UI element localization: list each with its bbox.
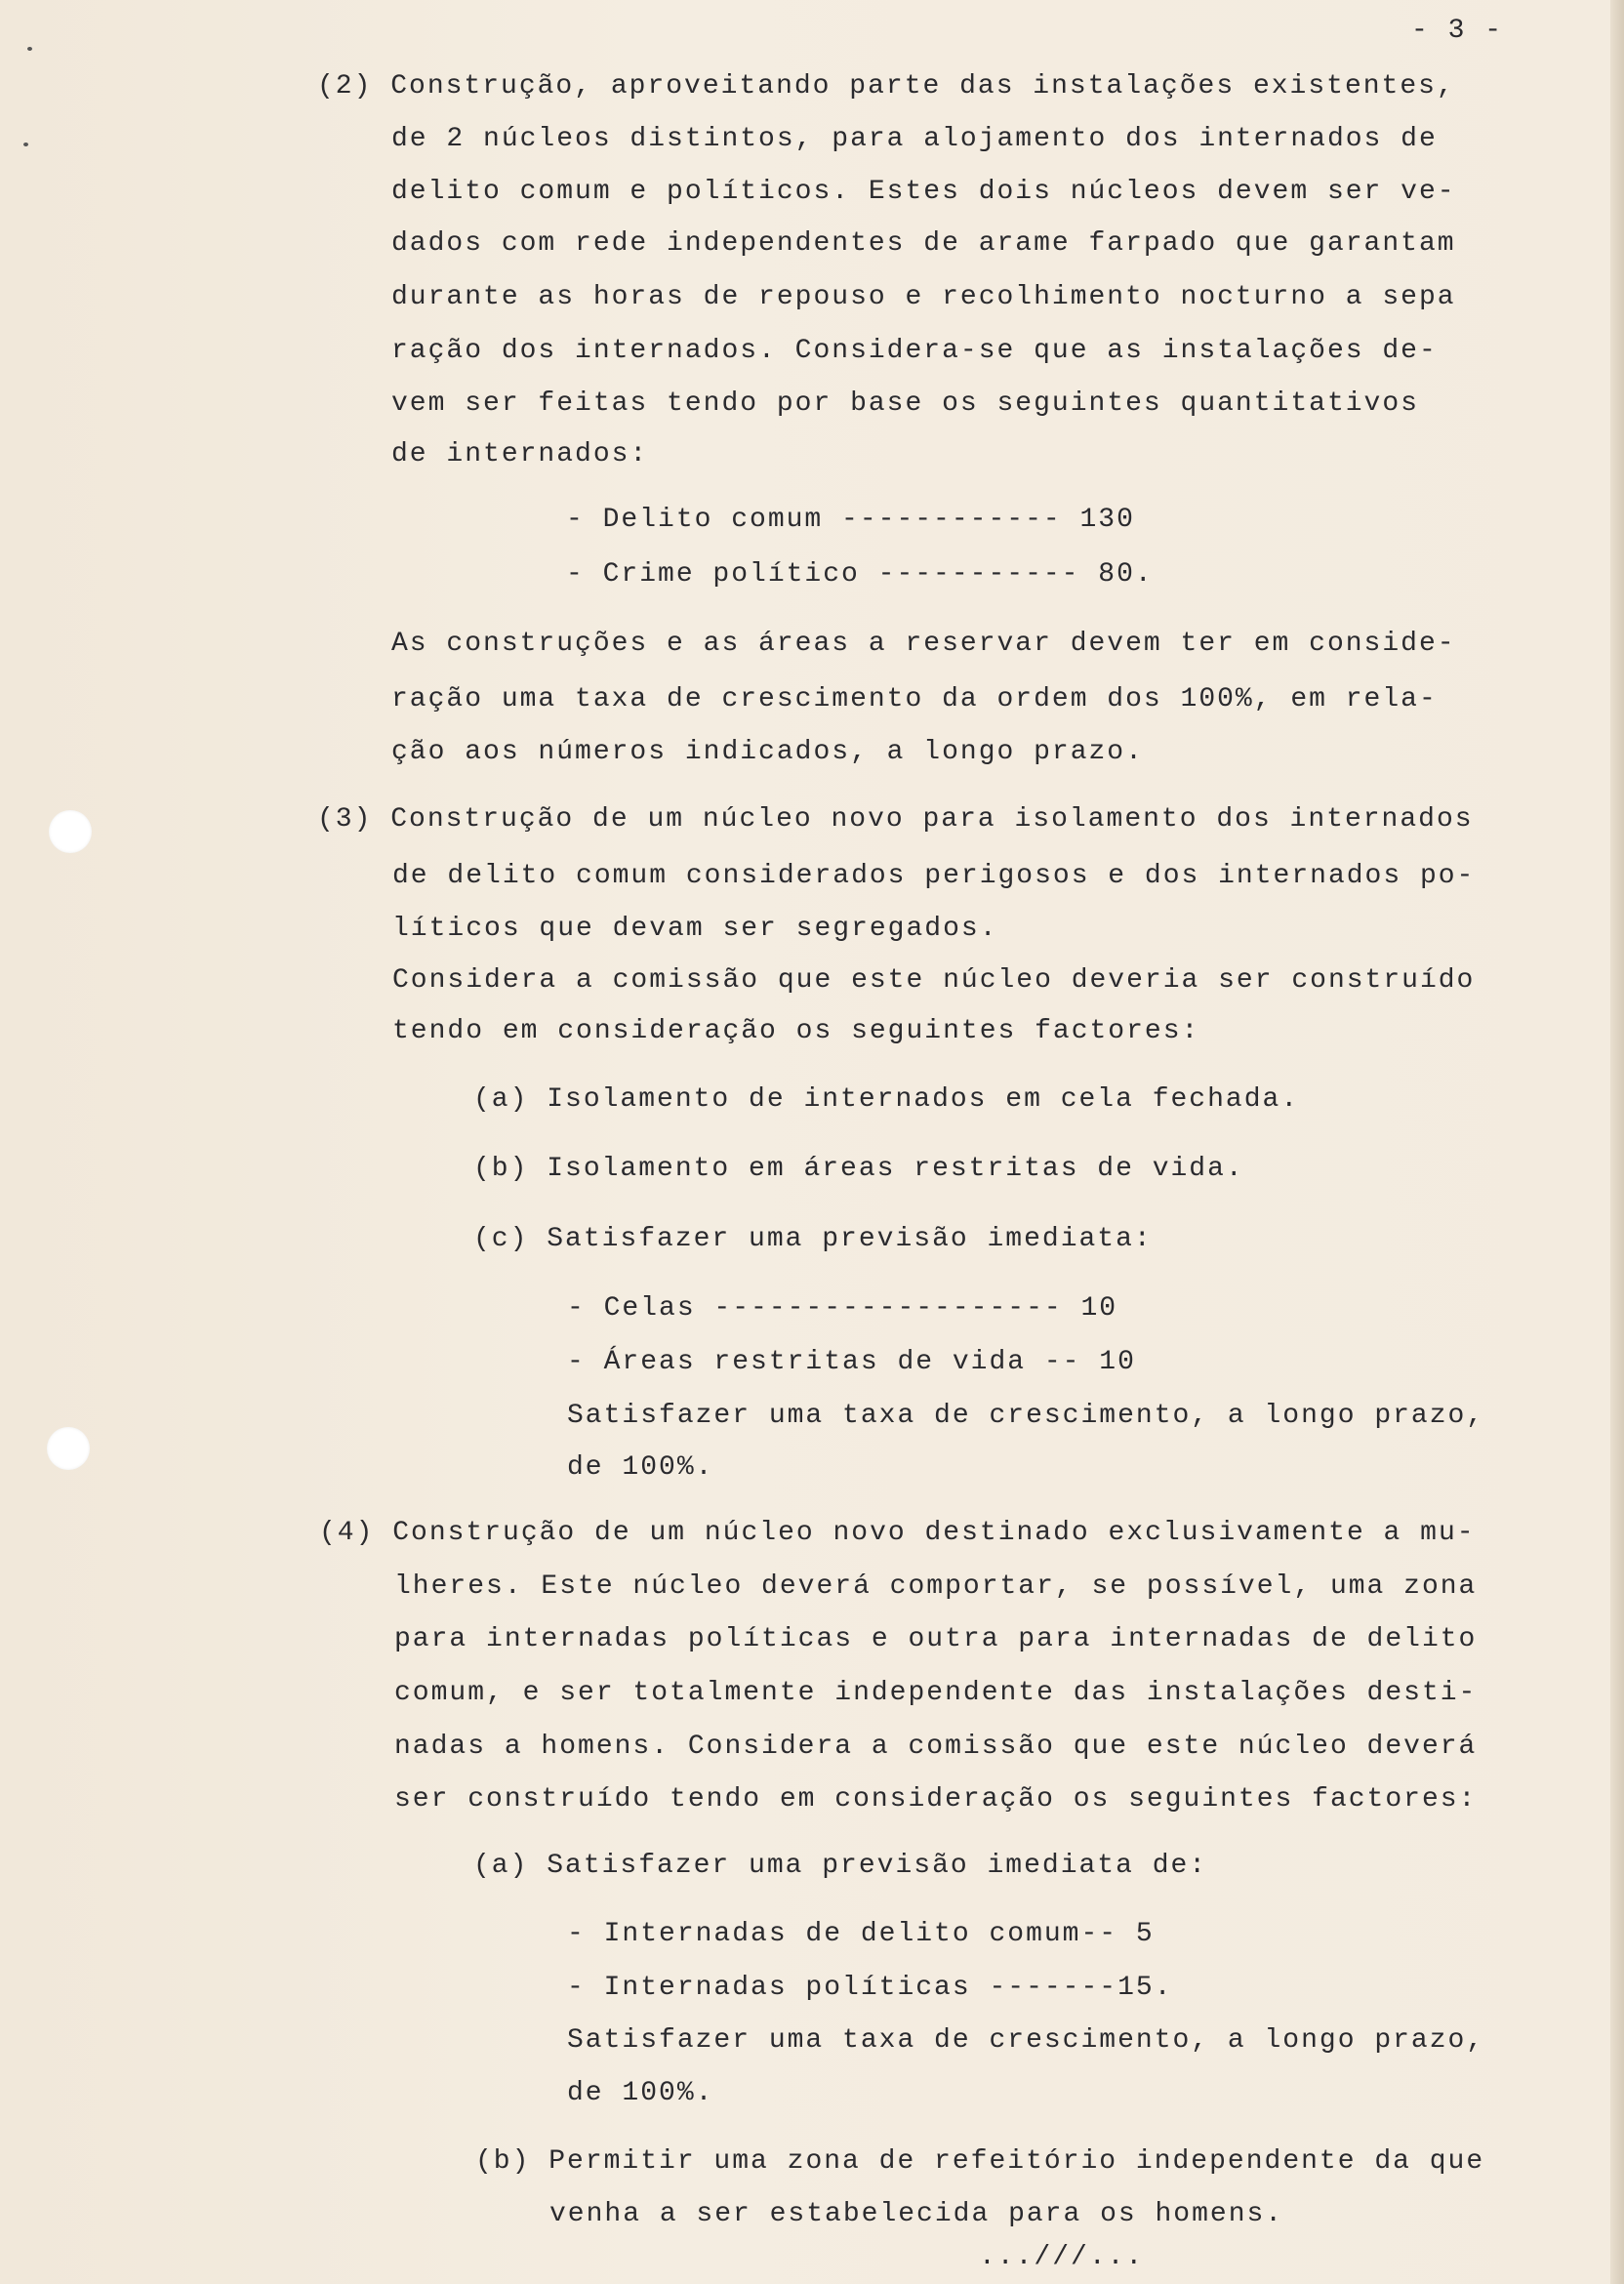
section-4-factor-b: venha a ser estabelecida para os homens. [549,2199,1284,2229]
section-3-line: Considera a comissão que este núcleo deveria ser construído [392,965,1476,996]
section-2-line: dados com rede independentes de arame farpado que garantam [391,228,1456,259]
section-3-quantity-celas: - Celas ------------------- 10 [567,1293,1118,1324]
section-2-line: durante as horas de repouso e recolhimento nocturno a sepa [391,282,1456,312]
section-4-quantity-delito: - Internadas de delito comum-- 5 [567,1919,1155,1949]
section-3-line: de delito comum considerados perigosos e dos internados po- [392,861,1476,891]
section-4-line: lheres. Este núcleo deverá comportar, se possível, uma zona [394,1571,1478,1602]
section-4-line: para internadas políticas e outra para internadas de delito [394,1624,1478,1654]
section-4-factor-a: (a) Satisfazer uma previsão imediata de: [473,1851,1208,1881]
section-2-line: (2) Construção, aproveitando parte das instalações existentes, [317,71,1455,102]
section-2-line: delito comum e políticos. Estes dois núcleos devem ser ve- [391,177,1456,207]
section-2-line: de internados: [391,439,649,469]
section-4-line: nadas a homens. Considera a comissão que este núcleo deverá [394,1732,1478,1762]
continuation-mark: ...///... [979,2242,1145,2272]
section-4-quantity-politicas: - Internadas políticas -------15. [567,1973,1173,2003]
punch-hole-bottom [47,1427,90,1470]
section-3-line: (3) Construção de um núcleo novo para isolamento dos internados [317,804,1474,835]
section-3-factor-c: (c) Satisfazer uma previsão imediata: [473,1224,1153,1254]
page-edge [1610,0,1624,2284]
section-2-quantity-delito: - Delito comum ------------ 130 [566,505,1135,535]
section-3-factor-b: (b) Isolamento em áreas restritas de vida. [473,1154,1244,1184]
section-2-line: de 2 núcleos distintos, para alojamento dos internados de [391,124,1438,154]
section-3-line: tendo em consideração os seguintes factores: [392,1016,1200,1046]
section-3-growth-line: Satisfazer uma taxa de crescimento, a longo prazo, [567,1401,1485,1431]
section-4-factor-b: (b) Permitir uma zona de refeitório independente da que [475,2146,1485,2177]
section-3-factor-a: (a) Isolamento de internados em cela fechada. [473,1084,1300,1115]
section-4-growth-line: de 100%. [567,2078,714,2108]
section-4-line: comum, e ser totalmente independente das instalações desti- [394,1678,1478,1708]
section-4-growth-line: Satisfazer uma taxa de crescimento, a longo prazo, [567,2025,1485,2056]
section-4-line: (4) Construção de um núcleo novo destinado exclusivamente a mu- [319,1518,1476,1548]
section-2-growth-line: ção aos números indicados, a longo prazo. [391,737,1144,767]
section-3-line: líticos que devam ser segregados. [392,914,998,944]
page-number: - 3 - [1411,16,1504,46]
section-2-growth-line: ração uma taxa de crescimento da ordem dos 100%, em rela- [391,684,1438,714]
section-3-growth-line: de 100%. [567,1452,714,1483]
section-2-growth-line: As construções e as áreas a reservar devem ter em conside- [391,629,1456,659]
section-2-quantity-politico: - Crime político ----------- 80. [566,559,1154,590]
section-2-line: ração dos internados. Considera-se que as instalações de- [391,336,1438,366]
punch-hole-top [49,810,92,853]
section-4-line: ser construído tendo em consideração os seguintes factores: [394,1784,1478,1815]
section-3-quantity-areas: - Áreas restritas de vida -- 10 [567,1347,1136,1377]
speck-mark [23,143,28,146]
speck-mark [27,47,32,51]
section-2-line: vem ser feitas tendo por base os seguintes quantitativos [391,388,1419,419]
